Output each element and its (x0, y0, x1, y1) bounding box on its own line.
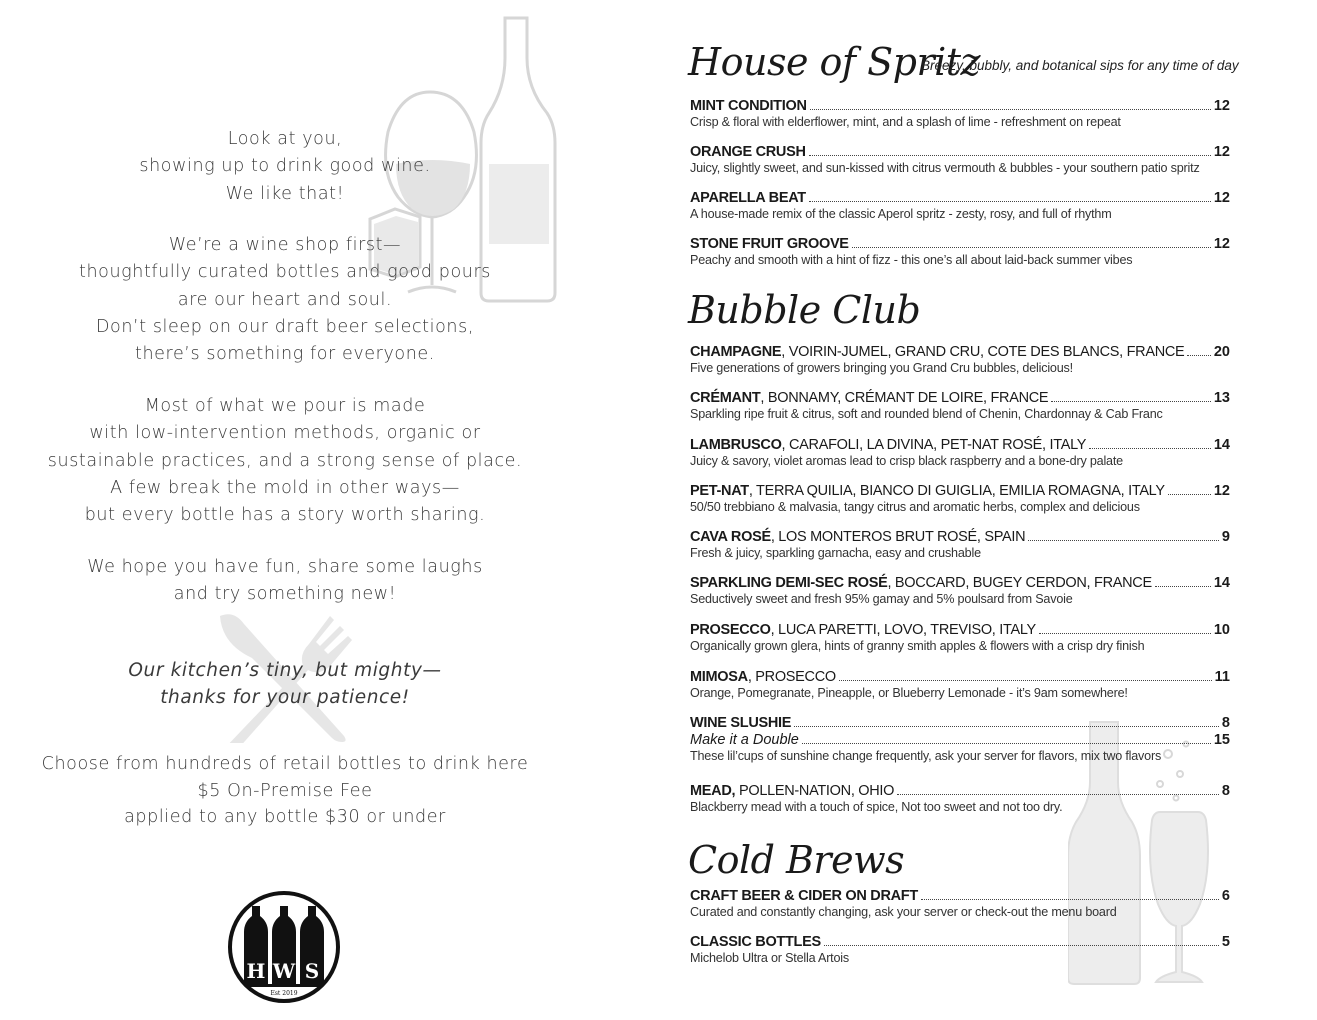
spritz-tagline: Breezy, bubbly, and botanical sips for any time of day (921, 58, 1239, 73)
item-producer: , LUCA PARETTI, LOVO, TREVISO, ITALY (770, 622, 1036, 638)
item-description: Sparkling ripe fruit & citrus, soft and rounded blend of Chenin, Chardonnay & Cab Franc (690, 407, 1163, 421)
item-producer: , CARAFOLI, LA DIVINA, PET-NAT ROSÉ, ITALY (781, 437, 1087, 453)
intro-line: are our heart and soul. (177, 289, 393, 310)
item-price: 12 (1213, 190, 1230, 206)
fee-line: Choose from hundreds of retail bottles to drink here (41, 754, 529, 774)
fee-line: applied to any bottle $30 or under (124, 807, 446, 827)
item-name: LAMBRUSCO (690, 437, 782, 453)
item-description: Fresh & juicy, sparkling garnacha, easy and crushable (690, 546, 981, 560)
item-name: CRAFT BEER & CIDER ON DRAFT (690, 888, 918, 904)
item-price: 11 (1214, 669, 1230, 685)
item-producer: , VOIRIN-JUMEL, GRAND CRU, COTE DES BLANCS, FRANCE (781, 344, 1185, 360)
intro-paragraph-4 (0, 554, 570, 609)
intro-line: Most of what we pour is made (144, 396, 426, 416)
item-producer: , TERRA QUILIA, BIANCO DI GUIGLIA, EMILIA ROMAGNA, ITALY (748, 483, 1165, 499)
item-producer: , LOS MONTEROS BRUT ROSÉ, SPAIN (770, 529, 1026, 545)
kitchen-note (0, 657, 570, 712)
item-price: 12 (1213, 483, 1230, 499)
leader-dots (802, 743, 1211, 744)
item-name: CAVA ROSÉ (690, 529, 771, 545)
fee-line: $5 On-Premise Fee (197, 780, 373, 801)
menu-item (690, 144, 1230, 175)
item-name: PROSECCO (690, 622, 771, 638)
item-price: 10 (1213, 622, 1230, 638)
item-name: CLASSIC BOTTLES (690, 934, 821, 950)
menu-item (690, 390, 1230, 421)
intro-line: Look at you, (227, 129, 343, 149)
item-price: 12 (1213, 98, 1230, 114)
menu-item (690, 934, 1230, 965)
item-name: MIMOSA (690, 669, 748, 685)
menu-item (690, 529, 1230, 560)
leader-dots (810, 109, 1211, 110)
menu-item (690, 622, 1230, 653)
item-producer: , PROSECCO (747, 669, 836, 685)
intro-paragraph-1 (0, 126, 570, 208)
kitchen-line: thanks for your patience! (160, 687, 410, 709)
item-name: CHAMPAGNE (690, 344, 782, 360)
leader-dots (1187, 355, 1210, 356)
leader-dots (1039, 633, 1211, 634)
item-description: These lil’cups of sunshine change frequently, ask your server for flavors, mix two flavors (690, 749, 1162, 763)
item-description: Seductively sweet and fresh 95% gamay and 5% poulsard from Savoie (690, 592, 1073, 606)
spritz-heading: House of Spritz (688, 40, 981, 84)
leader-dots (839, 680, 1212, 681)
item-name: STONE FRUIT GROOVE (690, 236, 849, 252)
item-description: 50/50 trebbiano & malvasia, tangy citrus and aromatic herbs, complex and delicious (690, 500, 1140, 514)
item-description: Orange, Pomegranate, Pineapple, or Blueberry Lemonade - it’s 9am somewhere! (690, 686, 1128, 700)
menu-item (690, 575, 1230, 606)
item-name: MINT CONDITION (690, 98, 807, 114)
menu-item (690, 783, 1230, 814)
item-producer: , BONNAMY, CRÉMANT DE LOIRE, FRANCE (760, 390, 1049, 406)
intro-line: Don’t sleep on our draft beer selections, (95, 316, 474, 337)
leader-dots (809, 201, 1211, 202)
menu-item-wine-slushie (690, 715, 1230, 763)
menu-item (690, 669, 1230, 700)
leader-dots (852, 247, 1211, 248)
item-description: Crisp & floral with elderflower, mint, and a splash of lime - refreshment on repeat (690, 115, 1121, 129)
intro-line: showing up to drink good wine. (139, 156, 431, 177)
item-producer: , BOCCARD, BUGEY CERDON, FRANCE (887, 575, 1152, 591)
intro-line: sustainable practices, and a strong sense of place. (47, 450, 523, 471)
item-price: 13 (1213, 390, 1230, 406)
intro-line: there’s something for everyone. (135, 344, 435, 365)
logo-letter: S (304, 959, 320, 983)
intro-line: A few break the mold in other ways— (110, 477, 460, 498)
menu-item (690, 98, 1230, 129)
leader-dots (809, 155, 1211, 156)
item-name: PET-NAT (690, 483, 749, 499)
leader-dots (921, 899, 1219, 900)
item-description: Blackberry mead with a touch of spice, Not too sweet and not too dry. (690, 800, 1063, 814)
leader-dots (1155, 586, 1211, 587)
menu-item (690, 344, 1230, 375)
leader-dots (1028, 540, 1219, 541)
item-description: Juicy, slightly sweet, and sun-kissed with citrus vermouth & bubbles - your southern patio spritz (690, 161, 1200, 175)
item-price: 8 (1221, 715, 1230, 731)
item-name: APARELLA BEAT (690, 190, 806, 206)
menu-page (680, 0, 1240, 1020)
item-producer: POLLEN-NATION, OHIO (735, 783, 895, 799)
item-description: A house-made remix of the classic Aperol spritz - zesty, rosy, and full of rhythm (690, 207, 1112, 221)
leader-dots (1051, 401, 1211, 402)
logo-letter: H (246, 959, 266, 983)
intro-paragraph-3 (0, 393, 570, 529)
leader-dots (1089, 448, 1211, 449)
item-price: 9 (1221, 529, 1230, 545)
cold-brews-heading: Cold Brews (688, 838, 905, 882)
item-description: Organically grown glera, hints of granny smith apples & flowers with a crisp dry finish (690, 639, 1145, 653)
double-option: Make it a Double (690, 732, 799, 748)
menu-item (690, 888, 1230, 919)
item-price: 20 (1213, 344, 1230, 360)
item-name: ORANGE CRUSH (690, 144, 806, 160)
hws-logo (227, 890, 341, 1004)
intro-line: We like that! (225, 183, 345, 204)
logo-letter: W (272, 959, 296, 983)
retail-fee-note (0, 751, 570, 831)
item-name: CRÉMANT (690, 390, 761, 406)
item-name: WINE SLUSHIE (690, 715, 792, 731)
menu-item (690, 483, 1230, 514)
leader-dots (1168, 494, 1211, 495)
item-price: 6 (1221, 888, 1230, 904)
logo-est: Est 2019 (270, 990, 298, 997)
menu-item (690, 437, 1230, 468)
leader-dots (824, 945, 1219, 946)
intro-line: and try something new! (173, 584, 397, 605)
item-price: 12 (1213, 144, 1230, 160)
item-name: MEAD, (690, 783, 736, 799)
item-price: 12 (1213, 236, 1230, 252)
intro-line: but every bottle has a story worth sharing. (84, 505, 486, 526)
bubble-club-heading: Bubble Club (688, 288, 921, 332)
item-description: Five generations of growers bringing you Grand Cru bubbles, delicious! (690, 361, 1073, 375)
menu-item (690, 236, 1230, 267)
item-price: 8 (1221, 783, 1230, 799)
item-description: Juicy & savory, violet aromas lead to crisp black raspberry and a bone-dry palate (690, 454, 1123, 468)
intro-paragraph-2 (0, 232, 570, 368)
item-description: Michelob Ultra or Stella Artois (690, 951, 849, 965)
kitchen-line: Our kitchen’s tiny, but mighty— (128, 660, 442, 681)
item-price: 15 (1213, 732, 1230, 748)
intro-page (0, 0, 570, 1020)
item-name: SPARKLING DEMI-SEC ROSÉ (690, 575, 888, 591)
item-description: Peachy and smooth with a hint of fizz - this one’s all about laid-back summer vibes (690, 253, 1133, 267)
leader-dots (794, 726, 1219, 727)
item-price: 5 (1221, 934, 1230, 950)
item-price: 14 (1213, 437, 1230, 453)
intro-line: We’re a wine shop first— (168, 235, 402, 255)
intro-line: thoughtfully curated bottles and good pours (79, 262, 491, 283)
intro-line: with low-intervention methods, organic or (89, 423, 481, 444)
item-price: 14 (1213, 575, 1230, 591)
leader-dots (897, 794, 1219, 795)
intro-line: We hope you have fun, share some laughs (87, 557, 483, 577)
item-description: Curated and constantly changing, ask your server or check-out the menu board (690, 905, 1117, 919)
menu-item (690, 190, 1230, 221)
